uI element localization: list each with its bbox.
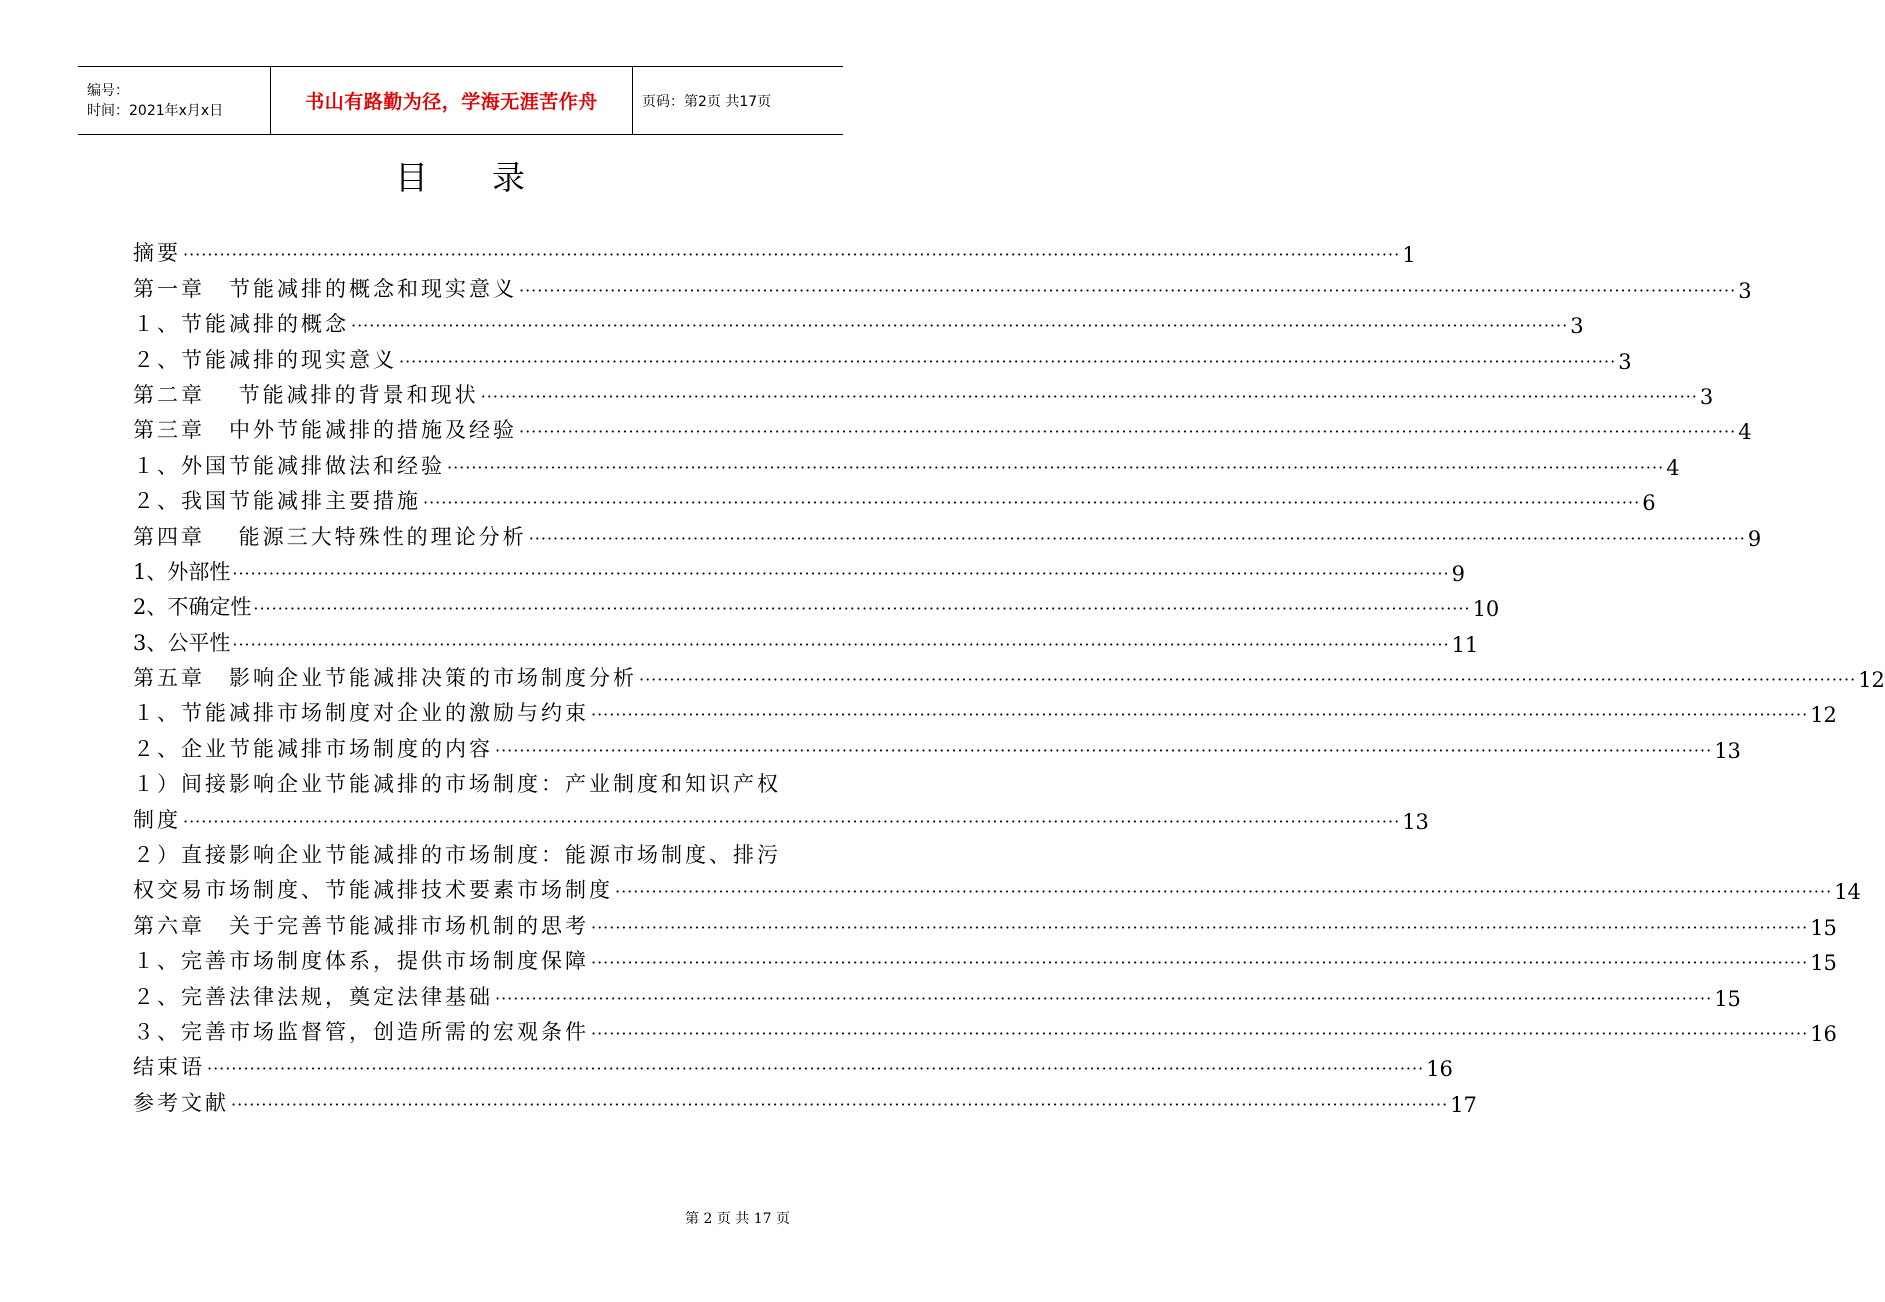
toc-entry-label: ２、节能减排的现实意义 [133,347,397,372]
toc-entry-label: １、节能减排的概念 [133,312,349,337]
toc-entry-page: 3 [1618,349,1632,374]
toc-leader-dots: ········································································································································································································ [231,1094,1449,1114]
toc-leader-dots: ········································································································································································································ [615,882,1833,902]
toc-entry[interactable] [133,515,1762,551]
toc-entry-page: 10 [1472,597,1500,622]
toc-entry-page: 16 [1426,1057,1453,1082]
toc-entry-label: 权交易市场制度、节能减排技术要素市场制度 [133,878,613,903]
toc-leader-dots: ········································································································································································································ [591,705,1809,725]
time-label: 时间：2021年x月x日 [87,102,224,119]
toc-leader-dots: ········································································································································································································ [591,1023,1809,1043]
toc-leader-dots: ········································································································································································································ [528,528,1746,548]
toc-leader-dots: ········································································································································································································ [207,1059,1425,1079]
toc-entry-page: 9 [1747,526,1762,551]
page-title [0,152,920,199]
table-of-contents [133,232,1885,1117]
toc-entry-page: 15 [1810,915,1837,940]
toc-entry-label: １、节能减排市场制度对企业的激励与约束 [133,701,589,726]
toc-leader-dots: ········································································································································································································ [253,599,1471,619]
toc-entry-page: 13 [1402,809,1429,834]
toc-entry-page: 3 [1699,384,1714,409]
toc-entry[interactable] [133,621,1479,657]
toc-entry[interactable] [133,763,785,798]
page-footer: 第 2 页 共 17 页 [685,1211,790,1227]
toc-entry-label: 第二章 节能减排的背景和现状 [133,382,479,407]
toc-entry[interactable] [133,657,1885,693]
toc-entry-page: 12 [1810,703,1837,728]
toc-entry-label: 第一章 节能减排的概念和现实意义 [133,276,517,301]
toc-entry[interactable] [133,904,1837,940]
toc-entry-label: 参考文献 [133,1090,229,1115]
toc-entry-label: 制度 [133,807,181,832]
toc-entry-page: 16 [1810,1021,1837,1046]
toc-entry[interactable] [133,586,1500,622]
toc-entry-label: １）间接影响企业节能减排的市场制度：产业制度和知识产权 [133,772,781,797]
toc-entry-page: 15 [1810,951,1837,976]
toc-entry[interactable] [133,409,1752,445]
toc-leader-dots: ········································································································································································································ [423,493,1641,513]
toc-entry[interactable] [133,692,1837,728]
toc-leader-dots: ········································································································································································································ [519,280,1737,300]
toc-entry-label: ２）直接影响企业节能减排的市场制度：能源市场制度、排污 [133,843,781,868]
toc-entry-label: 结束语 [133,1055,205,1080]
toc-leader-dots: ········································································································································································································ [639,670,1857,690]
toc-entry-page: 3 [1570,314,1584,339]
toc-entry-label: 1、外部性 [133,559,231,584]
toc-leader-dots: ········································································································································································································ [447,457,1665,477]
toc-entry-label: 第五章 影响企业节能减排决策的市场制度分析 [133,666,637,691]
title-part2: 录 [492,158,525,197]
toc-entry-label: １、完善市场制度体系，提供市场制度保障 [133,949,589,974]
page-label: 页码：第2页 共17页 [642,93,772,110]
toc-entry-page: 11 [1451,632,1479,657]
toc-entry[interactable] [133,338,1632,374]
toc-leader-dots: ········································································································································································································ [351,316,1569,336]
toc-entry[interactable] [133,232,1416,268]
toc-entry-page: 6 [1642,491,1656,516]
toc-entry[interactable] [133,480,1656,516]
toc-entry-label: ２、我国节能减排主要措施 [133,489,421,514]
toc-entry[interactable] [133,551,1465,586]
toc-entry-label: 第四章 能源三大特殊性的理论分析 [133,524,527,549]
toc-entry-page: 1 [1402,243,1416,268]
toc-entry-label: 摘要 [133,241,181,266]
toc-entry-page: 13 [1714,738,1741,763]
header-right-cell [633,67,843,134]
toc-entry[interactable] [133,303,1584,339]
toc-entry[interactable] [133,869,1861,905]
toc-entry-page: 14 [1834,880,1861,905]
toc-entry-page: 15 [1714,986,1741,1011]
toc-leader-dots: ········································································································································································································ [591,917,1809,937]
toc-entry-page: 17 [1450,1092,1477,1117]
toc-entry-label: ２、企业节能减排市场制度的内容 [133,736,493,761]
toc-entry[interactable] [133,834,785,869]
toc-entry-label: 2、不确定性 [133,595,252,620]
toc-entry[interactable] [133,940,1837,976]
title-part1: 目 [395,158,428,197]
toc-leader-dots: ········································································································································································································ [480,386,1698,406]
toc-leader-dots: ········································································································································································································ [399,351,1617,371]
toc-entry-label: 3、公平性 [133,630,231,655]
toc-entry-label: ３、完善市场监督管，创造所需的宏观条件 [133,1019,589,1044]
toc-entry-page: 12 [1858,668,1885,693]
number-label: 编号： [87,82,129,99]
toc-entry-label: 第六章 关于完善节能减排市场机制的思考 [133,913,589,938]
toc-entry-label: 第三章 中外节能减排的措施及经验 [133,418,517,443]
toc-entry-page: 4 [1666,455,1680,480]
toc-leader-dots: ········································································································································································································ [232,563,1450,583]
toc-entry[interactable] [133,1081,1477,1117]
toc-entry-label: ２、完善法律法规，奠定法律基础 [133,984,493,1009]
page-header [78,66,843,135]
toc-entry[interactable] [133,975,1741,1011]
toc-entry[interactable] [133,798,1429,834]
toc-entry[interactable] [133,1046,1453,1082]
toc-leader-dots: ········································································································································································································ [495,988,1713,1008]
toc-entry-page: 4 [1738,420,1752,445]
toc-entry[interactable] [133,1011,1837,1046]
toc-leader-dots: ········································································································································································································ [519,422,1737,442]
toc-entry-page: 3 [1738,278,1752,303]
toc-leader-dots: ········································································································································································································ [232,634,1450,654]
toc-entry[interactable] [133,374,1714,409]
toc-entry[interactable] [133,267,1752,303]
motto: 书山有路勤为径，学海无涯苦作舟 [305,91,598,113]
toc-entry-page: 9 [1451,561,1465,586]
toc-entry[interactable] [133,727,1741,763]
toc-leader-dots: ········································································································································································································ [495,740,1713,760]
toc-leader-dots: ········································································································································································································ [591,953,1809,973]
toc-entry-label: １、外国节能减排做法和经验 [133,453,445,478]
toc-leader-dots: ········································································································································································································ [183,245,1401,265]
toc-leader-dots: ········································································································································································································ [183,811,1401,831]
header-motto-cell [271,67,633,134]
header-left-cell [78,67,271,134]
toc-entry[interactable] [133,444,1680,480]
